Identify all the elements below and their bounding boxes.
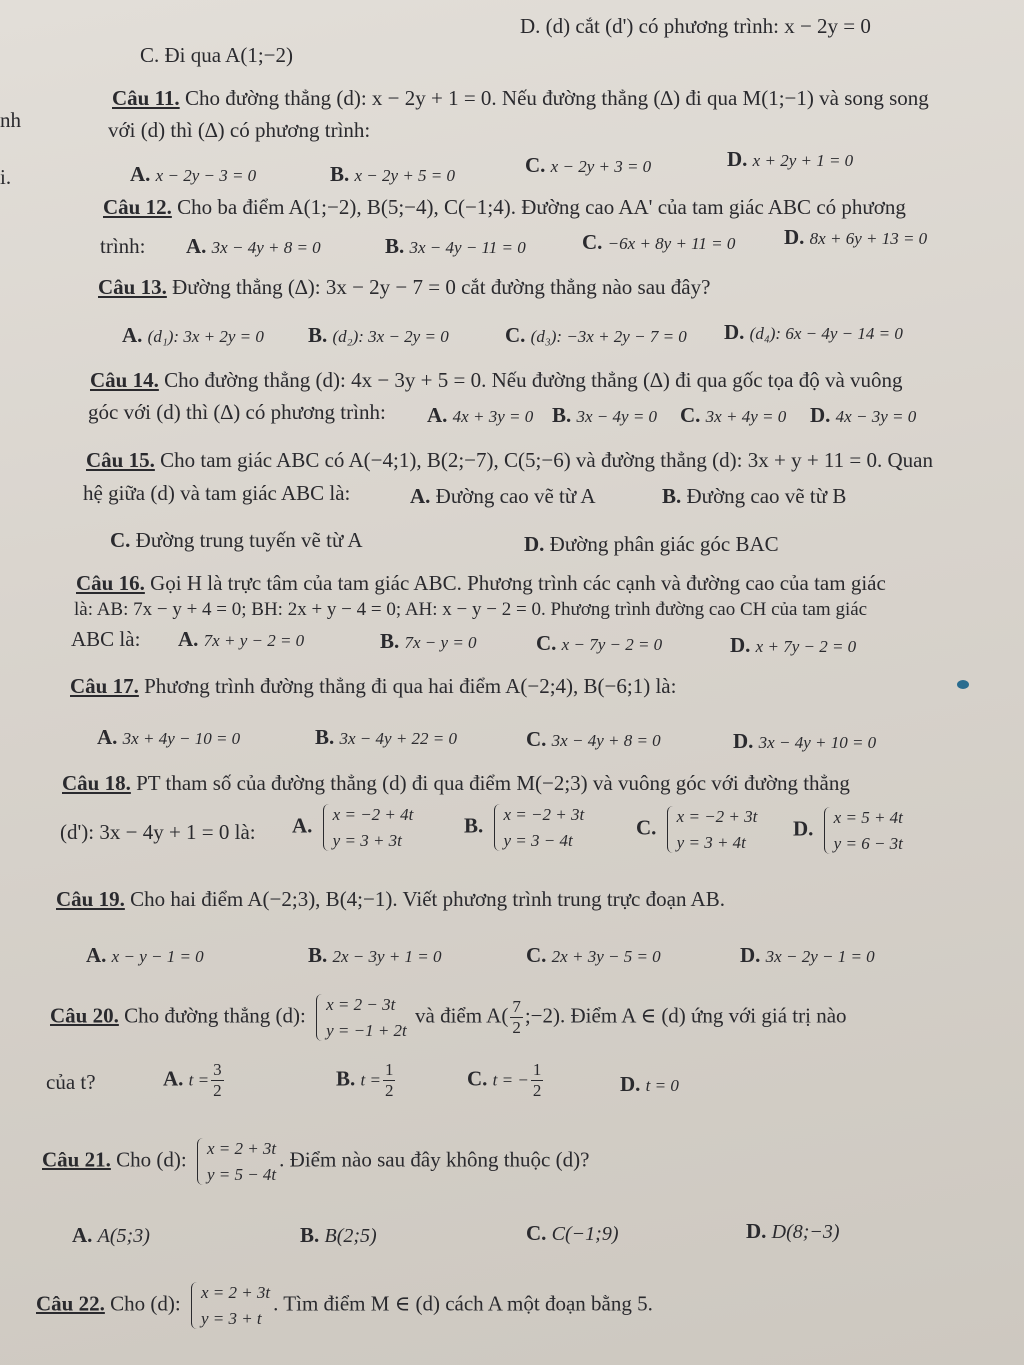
q19-option-c: C. 2x + 3y − 5 = 0 (526, 943, 661, 967)
ink-dot (957, 680, 969, 689)
question-text: Cho đường thẳng (d): 4x − 3y + 5 = 0. Nếu đường thẳng (∆) đi qua gốc tọa độ và vuông (164, 368, 903, 392)
q18-option-d: D. x = 5 + 4t y = 6 − 3t (793, 805, 906, 856)
question-label: Câu 12. (103, 195, 172, 219)
question-11 (112, 86, 929, 111)
question-label: Câu 11. (112, 86, 180, 110)
q12-option-d: D. 8x + 6y + 13 = 0 (784, 225, 928, 249)
question-text: . Tìm điểm M ∈ (d) cách A một đoạn bằng 5. (273, 1291, 653, 1316)
q17-option-b: B. 3x − 4y + 22 = 0 (315, 725, 458, 749)
q15-option-a: A. Đường cao vẽ từ A (410, 484, 596, 508)
question-text: Cho đường thẳng (d): x − 2y + 1 = 0. Nếu đường thẳng (∆) đi qua M(1;−1) và song song (184, 86, 929, 110)
question-text: PT tham số của đường thẳng (d) đi qua điểm M(−2;3) và vuông góc với đường thẳng (136, 771, 850, 795)
q15-option-b: B. Đường cao vẽ từ B (662, 484, 847, 508)
question-label: Câu 15. (86, 448, 155, 472)
question-label: Câu 22. (36, 1291, 105, 1316)
question-12 (103, 195, 906, 220)
q11-option-a: A. x − 2y − 3 = 0 (130, 162, 257, 186)
q12-option-a: A. 3x − 4y + 8 = 0 (186, 234, 321, 258)
left-edge-mark: nh (0, 108, 21, 132)
q14-option-a: A. 4x + 3y = 0 (427, 403, 534, 427)
question-text: Cho ba điểm A(1;−2), B(5;−4), C(−1;4). Đường cao AA' của tam giác ABC có phương (177, 195, 906, 219)
question-label: Câu 21. (42, 1147, 111, 1172)
q13-option-d: D. (d₄): 6x − 4y − 14 = 0 (724, 320, 903, 344)
question-text-cont: là: AB: 7x − y + 4 = 0; BH: 2x + y − 4 = 0; AH: x − y − 2 = 0. Phương trình đường cao CH của tam giác (74, 599, 868, 620)
question-lead: trình: (100, 234, 146, 258)
q14-option-b: B. 3x − 4y = 0 (552, 403, 658, 427)
question-text: . Điểm nào sau đây không thuộc (d)? (279, 1147, 590, 1172)
q13-option-b: B. (d₂): 3x − 2y = 0 (308, 323, 449, 347)
question-22 (36, 1280, 653, 1331)
question-19 (56, 887, 725, 912)
question-label: Câu 20. (50, 1003, 119, 1028)
q16-option-d: D. x + 7y − 2 = 0 (730, 633, 857, 657)
q12-option-c: C. −6x + 8y + 11 = 0 (582, 230, 736, 254)
equation-system: x = −2 + 3t y = 3 + 4t (665, 804, 758, 855)
q10-option-d: D. (d) cắt (d') có phương trình: x − 2y = 0 (520, 14, 871, 38)
q19-option-b: B. 2x − 3y + 1 = 0 (308, 943, 442, 967)
fraction: $\frac{7}{2}$ (512, 996, 521, 1037)
q20-option-b: B. t = $\frac{1}{2}$ (336, 1060, 394, 1101)
q15-option-c: C. Đường trung tuyến vẽ từ A (110, 528, 363, 552)
q17-option-a: A. 3x + 4y − 10 = 0 (97, 725, 241, 749)
q21-option-c: C. C(−1;9) (526, 1221, 619, 1245)
question-label: Câu 18. (62, 771, 131, 795)
q17-option-d: D. 3x − 4y + 10 = 0 (733, 729, 877, 753)
q20-option-d: D. t = 0 (620, 1072, 679, 1096)
q21-option-b: B. B(2;5) (300, 1223, 377, 1247)
equation-system: x = −2 + 3t y = 3 − 4t (492, 802, 585, 853)
equation-system: x = 2 + 3t y = 5 − 4t (195, 1136, 276, 1187)
question-text: Cho tam giác ABC có A(−4;1), B(2;−7), C(5;−6) và đường thẳng (d): 3x + y + 11 = 0. Quan (160, 448, 933, 472)
question-14 (90, 368, 903, 393)
question-label: Câu 16. (76, 571, 145, 595)
equation-system: x = 2 − 3t y = −1 + 2t (314, 992, 407, 1043)
q18-option-c: C. x = −2 + 3t y = 3 + 4t (636, 804, 760, 855)
question-text: và điểm A( (415, 1003, 509, 1028)
question-text-cont: hệ giữa (d) và tam giác ABC là: (83, 481, 351, 505)
question-18 (62, 771, 850, 796)
q14-option-d: D. 4x − 3y = 0 (810, 403, 917, 427)
equation-system: x = 2 + 3t y = 3 + t (189, 1280, 270, 1331)
question-15 (86, 448, 933, 473)
q11-option-c: C. x − 2y + 3 = 0 (525, 153, 652, 177)
q11-option-b: B. x − 2y + 5 = 0 (330, 162, 456, 186)
question-text: Phương trình đường thẳng đi qua hai điểm A(−2;4), B(−6;1) là: (144, 674, 677, 698)
question-16 (76, 571, 886, 596)
q21-option-d: D. D(8;−3) (746, 1219, 840, 1243)
left-edge-mark: i. (0, 165, 12, 189)
q15-option-d: D. Đường phân giác góc BAC (524, 532, 779, 556)
q12-option-b: B. 3x − 4y − 11 = 0 (385, 234, 526, 258)
q17-option-c: C. 3x − 4y + 8 = 0 (526, 727, 661, 751)
q16-option-c: C. x − 7y − 2 = 0 (536, 631, 663, 655)
q13-option-a: A. (d₁): 3x + 2y = 0 (122, 323, 264, 347)
q20-option-a: A. t = $\frac{3}{2}$ (163, 1060, 222, 1101)
question-21 (42, 1136, 589, 1187)
question-text: Cho (d): (110, 1291, 181, 1316)
question-17 (70, 674, 676, 699)
question-text: ;−2). Điểm A ∈ (d) ứng với giá trị nào (524, 1003, 847, 1028)
equation-system: x = 5 + 4t y = 6 − 3t (822, 805, 903, 856)
q11-option-d: D. x + 2y + 1 = 0 (727, 147, 854, 171)
equation-system: x = −2 + 4t y = 3 + 3t (321, 802, 414, 853)
question-label: Câu 14. (90, 368, 159, 392)
q10-option-c: C. Đi qua A(1;−2) (140, 43, 293, 67)
q18-option-b: B. x = −2 + 3t y = 3 − 4t (464, 802, 587, 853)
q18-option-a: A. x = −2 + 4t y = 3 + 3t (292, 802, 416, 853)
question-lead: của t? (46, 1070, 96, 1094)
q14-option-c: C. 3x + 4y = 0 (680, 403, 787, 427)
question-text: Cho hai điểm A(−2;3), B(4;−1). Viết phương trình trung trực đoạn AB. (130, 887, 725, 911)
question-label: Câu 19. (56, 887, 125, 911)
q16-option-b: B. 7x − y = 0 (380, 629, 477, 653)
q19-option-d: D. 3x − 2y − 1 = 0 (740, 943, 875, 967)
question-text: Cho đường thẳng (d): (124, 1003, 306, 1028)
question-text: Cho (d): (116, 1147, 187, 1172)
question-label: Câu 17. (70, 674, 139, 698)
question-lead: (d'): 3x − 4y + 1 = 0 là: (60, 820, 256, 844)
q13-option-c: C. (d₃): −3x + 2y − 7 = 0 (505, 323, 687, 347)
q20-option-c: C. t = − $\frac{1}{2}$ (467, 1060, 542, 1101)
q19-option-a: A. x − y − 1 = 0 (86, 943, 204, 967)
question-text-cont: góc với (d) thì (∆) có phương trình: (88, 400, 386, 424)
question-text: Đường thẳng (∆): 3x − 2y − 7 = 0 cắt đường thẳng nào sau đây? (172, 275, 711, 299)
question-text-cont: với (d) thì (∆) có phương trình: (108, 118, 371, 142)
question-13 (98, 275, 710, 300)
question-text: Gọi H là trực tâm của tam giác ABC. Phương trình các cạnh và đường cao của tam giác (150, 571, 886, 595)
question-label: Câu 13. (98, 275, 167, 299)
q21-option-a: A. A(5;3) (72, 1223, 150, 1247)
question-20 (50, 992, 847, 1043)
q16-option-a: A. 7x + y − 2 = 0 (178, 627, 305, 651)
question-lead: ABC là: (71, 627, 141, 651)
